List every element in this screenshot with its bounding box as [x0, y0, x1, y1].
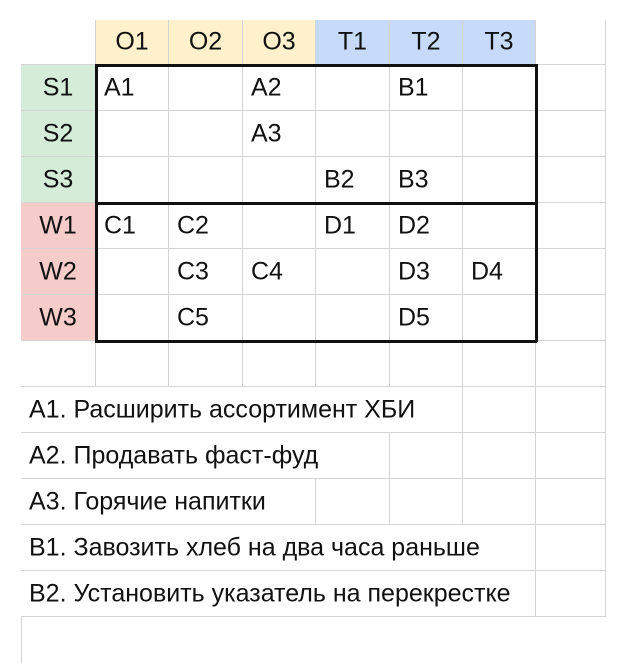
matrix-cell[interactable]: [316, 249, 390, 295]
column-header-t2[interactable]: [390, 20, 463, 65]
empty-cell[interactable]: [243, 341, 316, 387]
matrix-cell-c4[interactable]: [243, 249, 316, 295]
matrix-cell[interactable]: [96, 249, 169, 295]
column-header-t3[interactable]: [463, 20, 536, 65]
empty-cell[interactable]: [96, 341, 169, 387]
matrix-cell[interactable]: [243, 157, 316, 203]
empty-cell[interactable]: [536, 341, 606, 387]
matrix-cell[interactable]: [169, 157, 243, 203]
empty-cell[interactable]: [390, 341, 463, 387]
note-row[interactable]: [21, 571, 606, 617]
note-row[interactable]: [21, 433, 606, 479]
empty-cell[interactable]: [536, 65, 606, 111]
empty-cell[interactable]: [536, 249, 606, 295]
matrix-cell-d4[interactable]: [463, 249, 536, 295]
empty-cell[interactable]: [169, 341, 243, 387]
note-text: A1. Расширить ассортимент ХБИ: [29, 395, 416, 424]
note-text: A2. Продавать фаст-фуд: [29, 441, 319, 470]
note-row[interactable]: [21, 479, 606, 525]
matrix-cell-c3[interactable]: [169, 249, 243, 295]
empty-cell[interactable]: [536, 20, 606, 65]
cell-text: W3: [39, 303, 77, 331]
cell-text: S2: [42, 119, 74, 147]
cell-text: C2: [177, 211, 209, 239]
cell-text: B1: [398, 73, 429, 101]
matrix-cell[interactable]: [169, 111, 243, 157]
cell-text: A2: [251, 73, 282, 101]
matrix-cell[interactable]: [463, 65, 536, 111]
empty-cell[interactable]: [463, 341, 536, 387]
cell-text: C3: [177, 257, 209, 285]
cell-text: T3: [484, 27, 514, 56]
matrix-cell[interactable]: [390, 111, 463, 157]
empty-cell[interactable]: [316, 341, 390, 387]
cell-text: O3: [262, 27, 296, 56]
cell-text: D2: [398, 211, 430, 239]
matrix-cell[interactable]: [463, 157, 536, 203]
cell-text: T2: [411, 27, 441, 56]
matrix-cell-b2[interactable]: [316, 157, 390, 203]
matrix-cell-d3[interactable]: [390, 249, 463, 295]
note-text: A3. Горячие напитки: [29, 487, 266, 516]
cell-text: B2: [324, 165, 355, 193]
matrix-cell[interactable]: [243, 203, 316, 249]
cell-text: A1: [104, 73, 135, 101]
row-header-w2[interactable]: [21, 249, 96, 295]
matrix-cell[interactable]: [96, 295, 169, 341]
matrix-cell-a2[interactable]: [243, 65, 316, 111]
cell-text: C5: [177, 303, 209, 331]
note-row[interactable]: [21, 387, 606, 433]
cell-text: B3: [398, 165, 429, 193]
cell-text: S3: [42, 165, 74, 193]
matrix-cell-b1[interactable]: [390, 65, 463, 111]
row-header-s3[interactable]: [21, 157, 96, 203]
matrix-cell[interactable]: [316, 65, 390, 111]
note-row[interactable]: [21, 525, 606, 571]
matrix-cell-a3[interactable]: [243, 111, 316, 157]
corner-cell[interactable]: [21, 20, 96, 65]
column-header-o2[interactable]: [169, 20, 243, 65]
cell-text: C1: [104, 211, 136, 239]
cell-text: T1: [337, 27, 368, 56]
matrix-cell-a1[interactable]: [96, 65, 169, 111]
cell-text: O1: [115, 27, 149, 56]
matrix-cell[interactable]: [96, 157, 169, 203]
matrix-cell[interactable]: [463, 111, 536, 157]
cell-text: D4: [471, 257, 503, 285]
matrix-cell[interactable]: [463, 295, 536, 341]
note-text: B2. Установить указатель на перекрестке: [29, 579, 511, 608]
row-header-s1[interactable]: [21, 65, 96, 111]
empty-cell[interactable]: [536, 203, 606, 249]
empty-cell[interactable]: [536, 295, 606, 341]
cell-text: A3: [251, 119, 282, 147]
matrix-cell-c2[interactable]: [169, 203, 243, 249]
matrix-cell-c1[interactable]: [96, 203, 169, 249]
matrix-cell-c5[interactable]: [169, 295, 243, 341]
cell-text: S1: [42, 73, 74, 101]
cell-text: W1: [39, 211, 77, 239]
matrix-cell[interactable]: [96, 111, 169, 157]
row-header-w3[interactable]: [21, 295, 96, 341]
matrix-cell[interactable]: [463, 203, 536, 249]
empty-cell[interactable]: [536, 111, 606, 157]
matrix-cell[interactable]: [169, 65, 243, 111]
cell-text: D5: [398, 303, 430, 331]
row-header-w1[interactable]: [21, 203, 96, 249]
matrix-cell-d5[interactable]: [390, 295, 463, 341]
matrix-cell-d2[interactable]: [390, 203, 463, 249]
cell-text: C4: [251, 257, 283, 285]
matrix-cell[interactable]: [243, 295, 316, 341]
note-text: B1. Завозить хлеб на два часа раньше: [29, 533, 480, 562]
empty-cell[interactable]: [536, 157, 606, 203]
cell-text: W2: [39, 257, 77, 285]
matrix-cell-d1[interactable]: [316, 203, 390, 249]
matrix-cell[interactable]: [316, 111, 390, 157]
column-header-t1[interactable]: [316, 20, 390, 65]
column-header-o3[interactable]: [243, 20, 316, 65]
cell-text: D1: [324, 211, 356, 239]
row-header-s2[interactable]: [21, 111, 96, 157]
cell-text: O2: [188, 27, 223, 56]
cell-text: D3: [398, 257, 430, 285]
matrix-cell[interactable]: [316, 295, 390, 341]
column-header-o1[interactable]: [96, 20, 169, 65]
empty-cell[interactable]: [21, 341, 96, 387]
matrix-cell-b3[interactable]: [390, 157, 463, 203]
